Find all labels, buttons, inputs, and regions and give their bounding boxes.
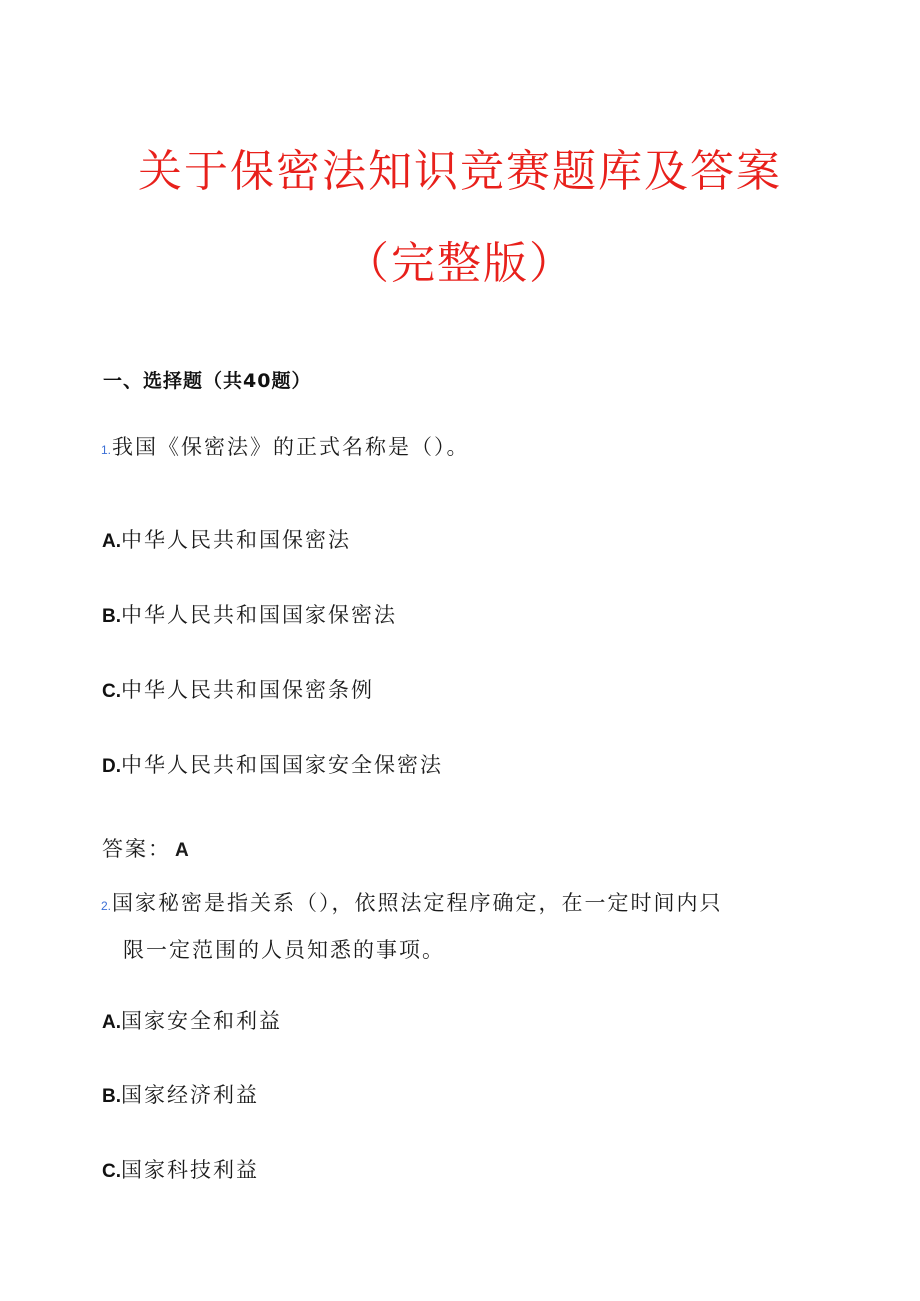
question-1-answer (102, 839, 189, 860)
question-1-text-line-1 (101, 437, 470, 458)
option-letter: B. (102, 1086, 121, 1107)
option-letter: A. (102, 1012, 121, 1033)
option-text: 国家安全和利益 (121, 1009, 282, 1033)
document-title-line2: （完整版） (345, 238, 575, 289)
option-letter: B. (102, 606, 121, 627)
option-text: 中华人民共和国保密条例 (121, 678, 374, 702)
document-title-line1: 关于保密法知识竞赛题库及答案 (138, 146, 782, 197)
option-text: 国家经济利益 (121, 1083, 259, 1107)
question-2-option-b (102, 1085, 259, 1106)
question-2-text-line-1 (101, 893, 723, 914)
section-heading: 一、选择题（共40题） (103, 370, 312, 392)
question-2-text-line-2: 限一定范围的人员知悉的事项。 (123, 938, 445, 962)
question-1-number: 1. (101, 443, 112, 457)
question-2-option-c (102, 1160, 259, 1181)
question-2-text: 国家秘密是指关系（），依照法定程序确定，在一定时间内只 (112, 891, 723, 915)
option-text: 国家科技利益 (121, 1158, 259, 1182)
answer-label: 答案： (102, 837, 171, 861)
option-letter: A. (102, 531, 121, 552)
question-1-option-d (102, 755, 443, 776)
option-letter: C. (102, 681, 121, 702)
question-2-number: 2. (101, 899, 112, 913)
question-1-text: 我国《保密法》的正式名称是（）。 (112, 435, 470, 459)
option-letter: C. (102, 1161, 121, 1182)
question-2-option-a (102, 1011, 282, 1032)
option-text: 中华人民共和国保密法 (121, 528, 351, 552)
option-letter: D. (102, 756, 121, 777)
question-1-option-a (102, 530, 351, 551)
answer-value: A (175, 840, 189, 861)
question-1-option-b (102, 605, 397, 626)
option-text: 中华人民共和国国家保密法 (121, 603, 397, 627)
option-text: 中华人民共和国国家安全保密法 (121, 753, 443, 777)
question-1-option-c (102, 680, 374, 701)
